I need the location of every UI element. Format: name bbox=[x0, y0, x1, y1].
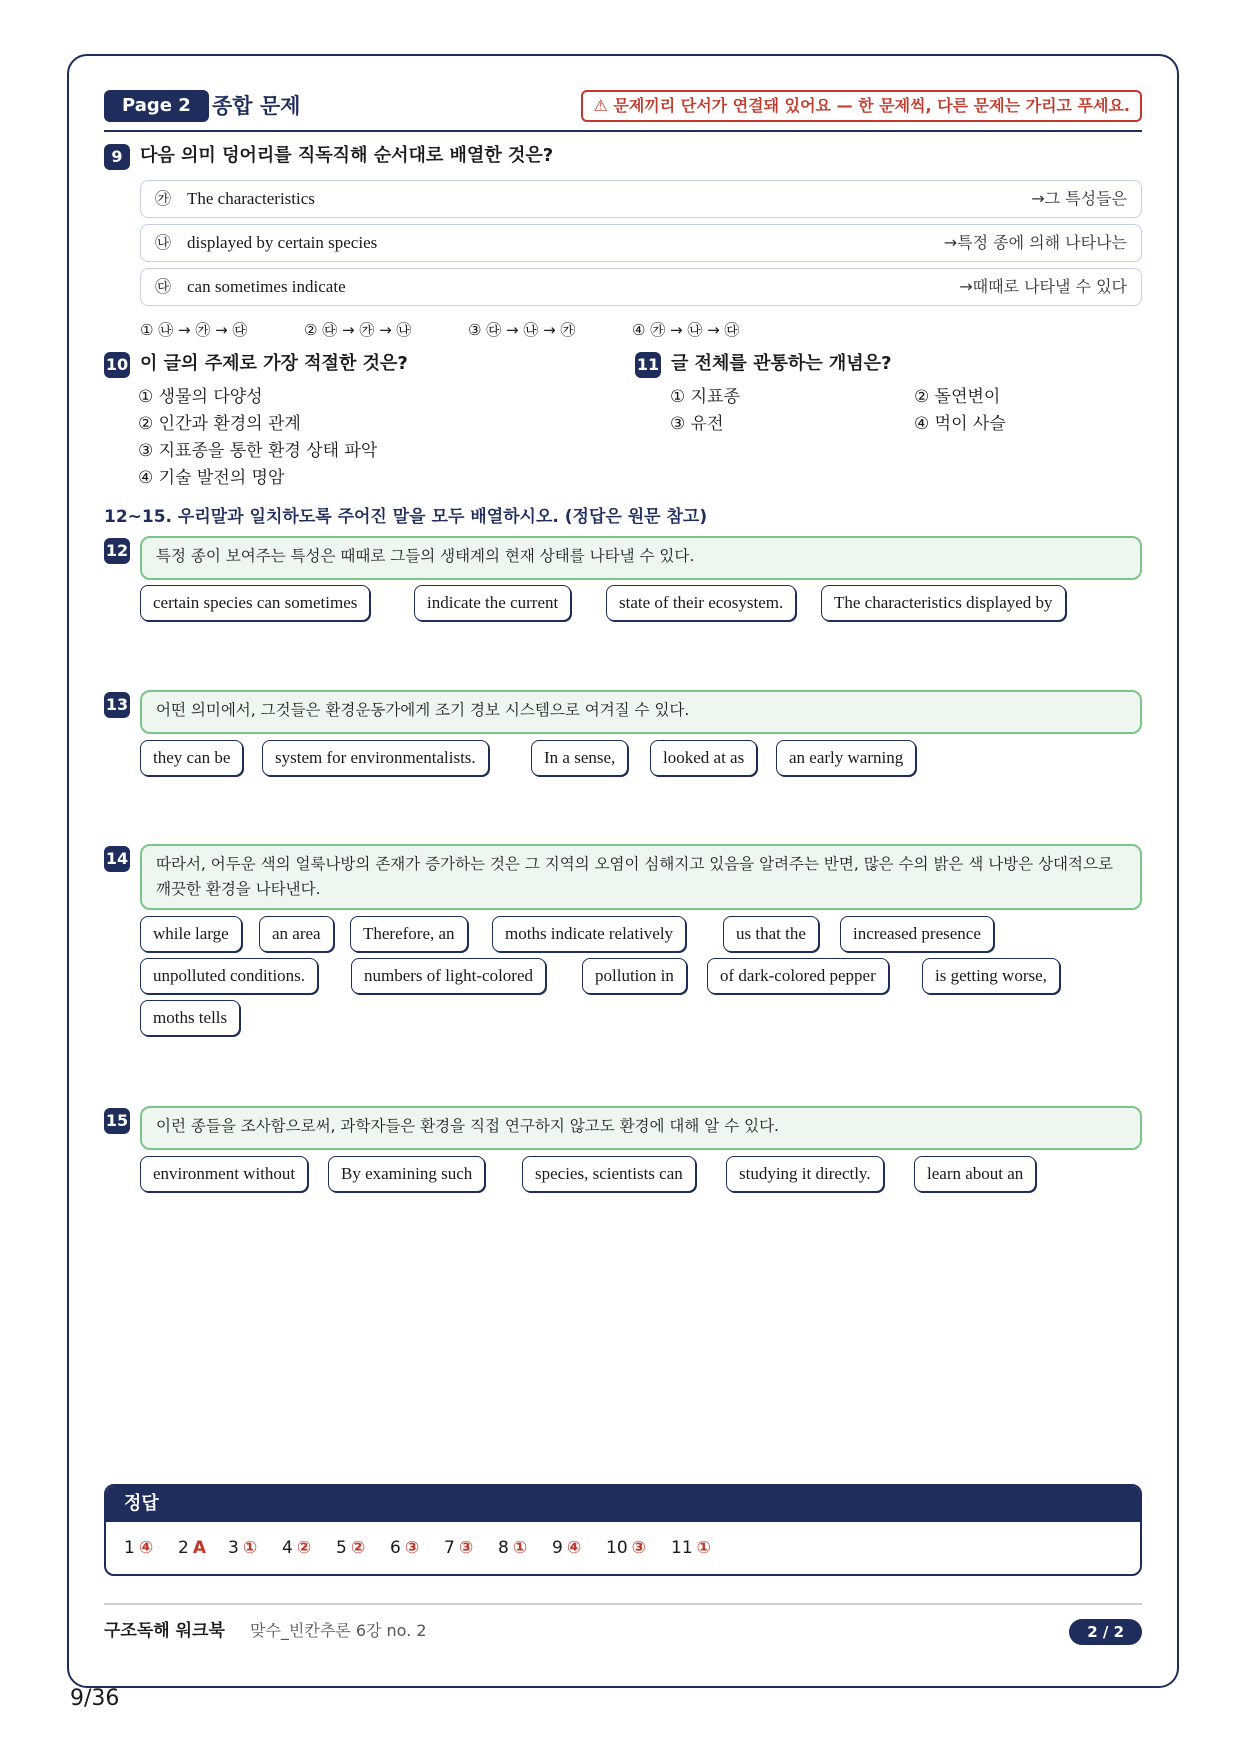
answer-item bbox=[124, 1522, 153, 1574]
chunk-ga bbox=[140, 180, 1142, 218]
page-header bbox=[104, 90, 1142, 132]
word-tile[interactable]: By examining such bbox=[328, 1156, 485, 1192]
word-tile[interactable]: In a sense, bbox=[531, 740, 628, 776]
question-number-12: 12 bbox=[104, 538, 130, 564]
word-tile[interactable]: studying it directly. bbox=[726, 1156, 884, 1192]
word-tile[interactable]: an early warning bbox=[776, 740, 916, 776]
chunk-english: The characteristics bbox=[187, 189, 315, 208]
q10-option-4[interactable]: ④ 기술 발전의 명암 bbox=[138, 468, 285, 488]
q11-option-2[interactable]: ② 돌연변이 bbox=[914, 387, 1001, 407]
answer-item bbox=[444, 1522, 473, 1574]
answer-value: ① bbox=[242, 1538, 258, 1558]
answer-value: ② bbox=[350, 1538, 366, 1558]
answer-value: ③ bbox=[631, 1538, 647, 1558]
word-tile[interactable]: moths indicate relatively bbox=[492, 916, 686, 952]
word-tile[interactable]: an area bbox=[259, 916, 334, 952]
answer-value: A bbox=[192, 1538, 206, 1558]
answer-number: 2 bbox=[178, 1538, 189, 1558]
word-tile[interactable]: certain species can sometimes bbox=[140, 585, 370, 621]
answer-item bbox=[671, 1522, 711, 1574]
answer-item bbox=[552, 1522, 581, 1574]
word-tile[interactable]: increased presence bbox=[840, 916, 994, 952]
answer-item bbox=[282, 1522, 311, 1574]
word-tile[interactable]: learn about an bbox=[914, 1156, 1036, 1192]
q10-option-2[interactable]: ② 인간과 환경의 관계 bbox=[138, 414, 301, 434]
page-badge: Page 2 bbox=[104, 90, 209, 122]
korean-prompt-12: 특정 종이 보여주는 특성은 때때로 그들의 생태계의 현재 상태를 나타낼 수 있다. bbox=[140, 536, 1142, 580]
workbook-subtitle: 맞수_빈칸추론 6강 no. 2 bbox=[250, 1621, 427, 1640]
word-tile[interactable]: while large bbox=[140, 916, 242, 952]
word-tile[interactable]: state of their ecosystem. bbox=[606, 585, 796, 621]
word-tile[interactable]: us that the bbox=[723, 916, 819, 952]
answer-number: 3 bbox=[228, 1538, 239, 1558]
question-9-text: 다음 의미 덩어리를 직독직해 순서대로 배열한 것은? bbox=[140, 145, 554, 166]
question-number-9: 9 bbox=[104, 144, 130, 170]
chunk-korean: →때때로 나타낼 수 있다 bbox=[959, 277, 1127, 296]
instruction-text: 12~15. 우리말과 일치하도록 주어진 말을 모두 배열하시오. (정답은 원문 참고) bbox=[104, 507, 708, 527]
word-tile[interactable]: of dark-colored pepper bbox=[707, 958, 889, 994]
answer-number: 7 bbox=[444, 1538, 455, 1558]
page-footer bbox=[104, 1603, 1142, 1643]
answer-number: 10 bbox=[606, 1538, 628, 1558]
word-tile[interactable]: pollution in bbox=[582, 958, 687, 994]
word-tile[interactable]: moths tells bbox=[140, 1000, 240, 1036]
answer-value: ③ bbox=[404, 1538, 420, 1558]
word-tile[interactable]: indicate the current bbox=[414, 585, 571, 621]
chunk-english: can sometimes indicate bbox=[187, 277, 346, 296]
option-2[interactable]: ② ㉰ → ㉮ → ㉯ bbox=[304, 321, 412, 339]
word-tile[interactable]: they can be bbox=[140, 740, 243, 776]
question-number-13: 13 bbox=[104, 692, 130, 718]
answer-number: 5 bbox=[336, 1538, 347, 1558]
word-tile[interactable]: is getting worse, bbox=[922, 958, 1060, 994]
word-tile[interactable]: Therefore, an bbox=[350, 916, 468, 952]
word-tile[interactable]: The characteristics displayed by bbox=[821, 585, 1066, 621]
option-1[interactable]: ① ㉯ → ㉮ → ㉰ bbox=[140, 321, 248, 339]
answer-number: 4 bbox=[282, 1538, 293, 1558]
chunk-mark: ㉮ bbox=[155, 189, 172, 208]
answer-value: ④ bbox=[566, 1538, 582, 1558]
answer-value: ③ bbox=[458, 1538, 474, 1558]
word-tile[interactable]: system for environmentalists. bbox=[262, 740, 489, 776]
document-page-counter: 9/36 bbox=[70, 1686, 120, 1711]
chunk-da bbox=[140, 268, 1142, 306]
answer-number: 1 bbox=[124, 1538, 135, 1558]
chunk-korean: →특정 종에 의해 나타나는 bbox=[943, 233, 1127, 252]
option-3[interactable]: ③ ㉰ → ㉯ → ㉮ bbox=[468, 321, 576, 339]
word-tile[interactable]: unpolluted conditions. bbox=[140, 958, 318, 994]
answer-item bbox=[606, 1522, 646, 1574]
answer-number: 6 bbox=[390, 1538, 401, 1558]
question-9-options bbox=[140, 318, 1142, 342]
word-tile[interactable]: environment without bbox=[140, 1156, 308, 1192]
q11-option-1[interactable]: ① 지표종 bbox=[670, 387, 740, 407]
word-tile[interactable]: looked at as bbox=[650, 740, 757, 776]
chunk-korean: →그 특성들은 bbox=[1031, 189, 1127, 208]
question-number-10: 10 bbox=[104, 352, 130, 378]
answer-key-body bbox=[106, 1522, 1140, 1576]
question-number-11: 11 bbox=[635, 352, 661, 378]
warning-banner: ⚠ 문제끼리 단서가 연결돼 있어요 — 한 문제씩, 다른 문제는 가리고 푸세요. bbox=[581, 90, 1142, 122]
worksheet-content bbox=[104, 0, 1142, 1700]
question-10-text: 이 글의 주제로 가장 적절한 것은? bbox=[140, 353, 408, 374]
answer-value: ① bbox=[696, 1538, 712, 1558]
word-tile[interactable]: species, scientists can bbox=[522, 1156, 696, 1192]
answer-value: ② bbox=[296, 1538, 312, 1558]
question-number-14: 14 bbox=[104, 846, 130, 872]
answer-item bbox=[228, 1522, 257, 1574]
q10-option-3[interactable]: ③ 지표종을 통한 환경 상태 파악 bbox=[138, 441, 378, 461]
chunk-mark: ㉯ bbox=[155, 233, 172, 252]
section-title: 종합 문제 bbox=[212, 94, 301, 118]
answer-item bbox=[336, 1522, 365, 1574]
answer-item bbox=[390, 1522, 419, 1574]
korean-prompt-13: 어떤 의미에서, 그것들은 환경운동가에게 조기 경보 시스템으로 여겨질 수 있다. bbox=[140, 690, 1142, 734]
korean-prompt-15: 이런 종들을 조사함으로써, 과학자들은 환경을 직접 연구하지 않고도 환경에 대해 알 수 있다. bbox=[140, 1106, 1142, 1150]
answer-number: 9 bbox=[552, 1538, 563, 1558]
answer-number: 11 bbox=[671, 1538, 693, 1558]
q11-option-3[interactable]: ③ 유전 bbox=[670, 414, 724, 434]
q10-option-1[interactable]: ① 생물의 다양성 bbox=[138, 387, 263, 407]
option-4[interactable]: ④ ㉮ → ㉯ → ㉰ bbox=[632, 321, 740, 339]
word-tile[interactable]: numbers of light-colored bbox=[351, 958, 546, 994]
question-number-15: 15 bbox=[104, 1108, 130, 1134]
chunk-english: displayed by certain species bbox=[187, 233, 378, 252]
answer-key-title: 정답 bbox=[106, 1486, 1140, 1522]
workbook-title: 구조독해 워크북 bbox=[104, 1621, 225, 1641]
answer-number: 8 bbox=[498, 1538, 509, 1558]
q11-option-4[interactable]: ④ 먹이 사슬 bbox=[914, 414, 1006, 434]
chunk-na bbox=[140, 224, 1142, 262]
answer-value: ① bbox=[512, 1538, 528, 1558]
korean-prompt-14: 따라서, 어두운 색의 얼룩나방의 존재가 증가하는 것은 그 지역의 오염이 심해지고 있음을 알려주는 반면, 많은 수의 밝은 색 나방은 상대적으로 깨끗한 환경을 나타낸다. bbox=[140, 844, 1142, 910]
answer-value: ④ bbox=[138, 1538, 154, 1558]
page-indicator: 2 / 2 bbox=[1069, 1619, 1142, 1645]
chunk-mark: ㉰ bbox=[155, 277, 172, 296]
question-11-text: 글 전체를 관통하는 개념은? bbox=[671, 353, 892, 374]
answer-item bbox=[498, 1522, 527, 1574]
answer-item bbox=[178, 1522, 206, 1574]
answer-key bbox=[104, 1484, 1142, 1576]
